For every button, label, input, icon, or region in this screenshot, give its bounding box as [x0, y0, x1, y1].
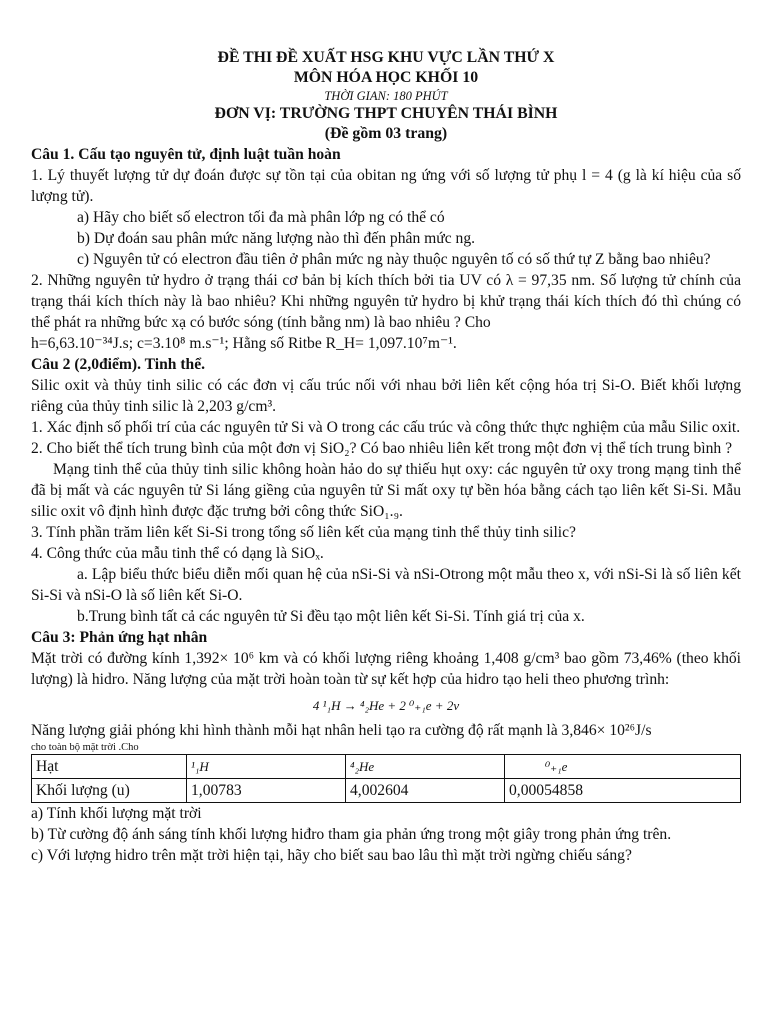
table-cell: ¹₁H	[187, 755, 346, 779]
q3-heading: Câu 3: Phản ứng hạt nhân	[31, 629, 208, 646]
q1-constants: h=6,63.10⁻³⁴J.s; c=3.10⁸ m.s⁻¹; Hằng số Ritbe R_H= 1,097.10⁷m⁻¹.	[31, 335, 457, 352]
q3-energy-tail: cho toàn bộ mặt trời .Cho	[31, 742, 139, 753]
q2-intro: Silic oxit và thủy tinh silic có các đơn vị cấu trúc nối với nhau bởi liên kết cộng hóa trị Si-O. Biết khối lượng riêng của thủy tinh silic là 2,203 g/cm³.	[31, 377, 741, 415]
q1-item-c: c) Nguyên tử có electron đầu tiên ở phân mức ng này thuộc nguyên tố có số thứ tự Z bằng bao nhiêu?	[77, 251, 711, 268]
q2-item-1: 1. Xác định số phối trí của các nguyên tử Si và O trong các cấu trúc và công thức thực nghiệm của mẫu Silic oxit.	[31, 419, 741, 436]
q2-item-4b: b.Trung bình tất cả các nguyên tử Si đều tạo một liên kết Si-Si. Tính giá trị của x.	[77, 608, 585, 625]
exam-page	[31, 48, 741, 866]
q1-item-b: b) Dự đoán sau phân mức năng lượng nào thì đến phân mức ng.	[77, 230, 476, 247]
q3-item-a: a) Tính khối lượng mặt trời	[31, 805, 202, 822]
fusion-equation: 4 ¹₁H → ⁴₂He + 2 ⁰₊₁e + 2ν	[312, 698, 460, 713]
q1-heading: Câu 1. Cấu tạo nguyên tử, định luật tuần hoàn	[31, 146, 341, 163]
q2-item-3: 3. Tính phần trăm liên kết Si-Si trong tổng số liên kết của mạng tinh thể thủy tinh silic?	[31, 524, 576, 541]
exam-title: ĐỀ THI ĐỀ XUẤT HSG KHU VỰC LẦN THỨ X	[217, 49, 555, 66]
table-cell: Hạt	[32, 755, 187, 779]
table-cell: ⁴₂He	[346, 755, 505, 779]
exam-subject: MÔN HÓA HỌC KHỐI 10	[293, 69, 479, 86]
q2-item-4: 4. Công thức của mẫu tinh thể có dạng là SiOₓ.	[31, 545, 324, 562]
q1-part1: 1. Lý thuyết lượng tử dự đoán được sự tồn tại của obitan ng ứng với số lượng tử phụ l = 4 (g là kí hiệu của số lượng tử).	[31, 167, 741, 205]
table-cell: Khối lượng (u)	[32, 779, 187, 803]
particle-mass-table	[31, 754, 741, 803]
table-row	[32, 779, 741, 803]
q3-energy: Năng lượng giải phóng khi hình thành mỗi hạt nhân heli tạo ra cường độ rất mạnh là 3,846× 10²⁶J/s	[31, 722, 652, 739]
q3-item-b: b) Từ cường độ ánh sáng tính khối lượng hiđro tham gia phản ứng trong một giây trong phản ứng trên.	[31, 826, 672, 843]
q2-item-2: 2. Cho biết thể tích trung bình của một đơn vị SiO₂? Có bao nhiêu liên kết trong một đơn vị thể tích trung bình ?	[31, 440, 733, 457]
table-header-row	[32, 755, 741, 779]
table-cell: 1,00783	[187, 779, 346, 803]
q2-heading: Câu 2 (2,0điểm). Tinh thể.	[31, 356, 206, 373]
table-cell: ⁰₊₁e	[505, 755, 741, 779]
q1-part2: 2. Những nguyên tử hydro ở trạng thái cơ bản bị kích thích bởi tia UV có λ = 97,35 nm. Số lượng tử chính của trạng thái kích thích này là bao nhiêu? Khi những nguyên tử hydro bị khử trạng thái kích thích đó thì chúng có thể phát ra những bức xạ có bước sóng (tính bằng nm) là bao nhiêu ? Cho	[31, 272, 741, 331]
exam-unit: ĐƠN VỊ: TRƯỜNG THPT CHUYÊN THÁI BÌNH	[214, 105, 558, 122]
q2-paragraph: Mạng tinh thể của thủy tinh silic không hoàn hảo do sự thiếu hụt oxy: các nguyên tử oxy trong mạng tinh thể đã bị mất và các nguyên tử Si láng giềng của nguyên tử Si mất oxy tự bền hóa bằng cách tạo liên kết Si-Si. Mẫu silic oxit vô định hình được đặc trưng bởi công thức SiO₁.₉.	[31, 461, 741, 520]
q3-intro: Mặt trời có đường kính 1,392× 10⁶ km và có khối lượng riêng khoảng 1,408 g/cm³ bao gồm 73,46% (theo khối lượng) là hidro. Năng lượng của mặt trời hoàn toàn từ sự kết hợp của hidro tạo heli theo phương trình:	[31, 650, 741, 688]
exam-pages: (Đề gồm 03 trang)	[324, 125, 448, 142]
table-cell: 4,002604	[346, 779, 505, 803]
q2-item-4a: a. Lập biểu thức biểu diễn mối quan hệ của nSi-Si và nSi-Otrong một mẫu theo x, với nSi-Si là số liên kết Si-Si và nSi-O là số liên kết Si-O.	[31, 566, 741, 604]
table-cell: 0,00054858	[505, 779, 741, 803]
q3-item-c: c) Với lượng hidro trên mặt trời hiện tại, hãy cho biết sau bao lâu thì mặt trời ngừng chiếu sáng?	[31, 847, 632, 864]
q1-item-a: a) Hãy cho biết số electron tối đa mà phân lớp ng có thể có	[77, 209, 445, 226]
exam-time: THỜI GIAN: 180 PHÚT	[324, 89, 448, 103]
